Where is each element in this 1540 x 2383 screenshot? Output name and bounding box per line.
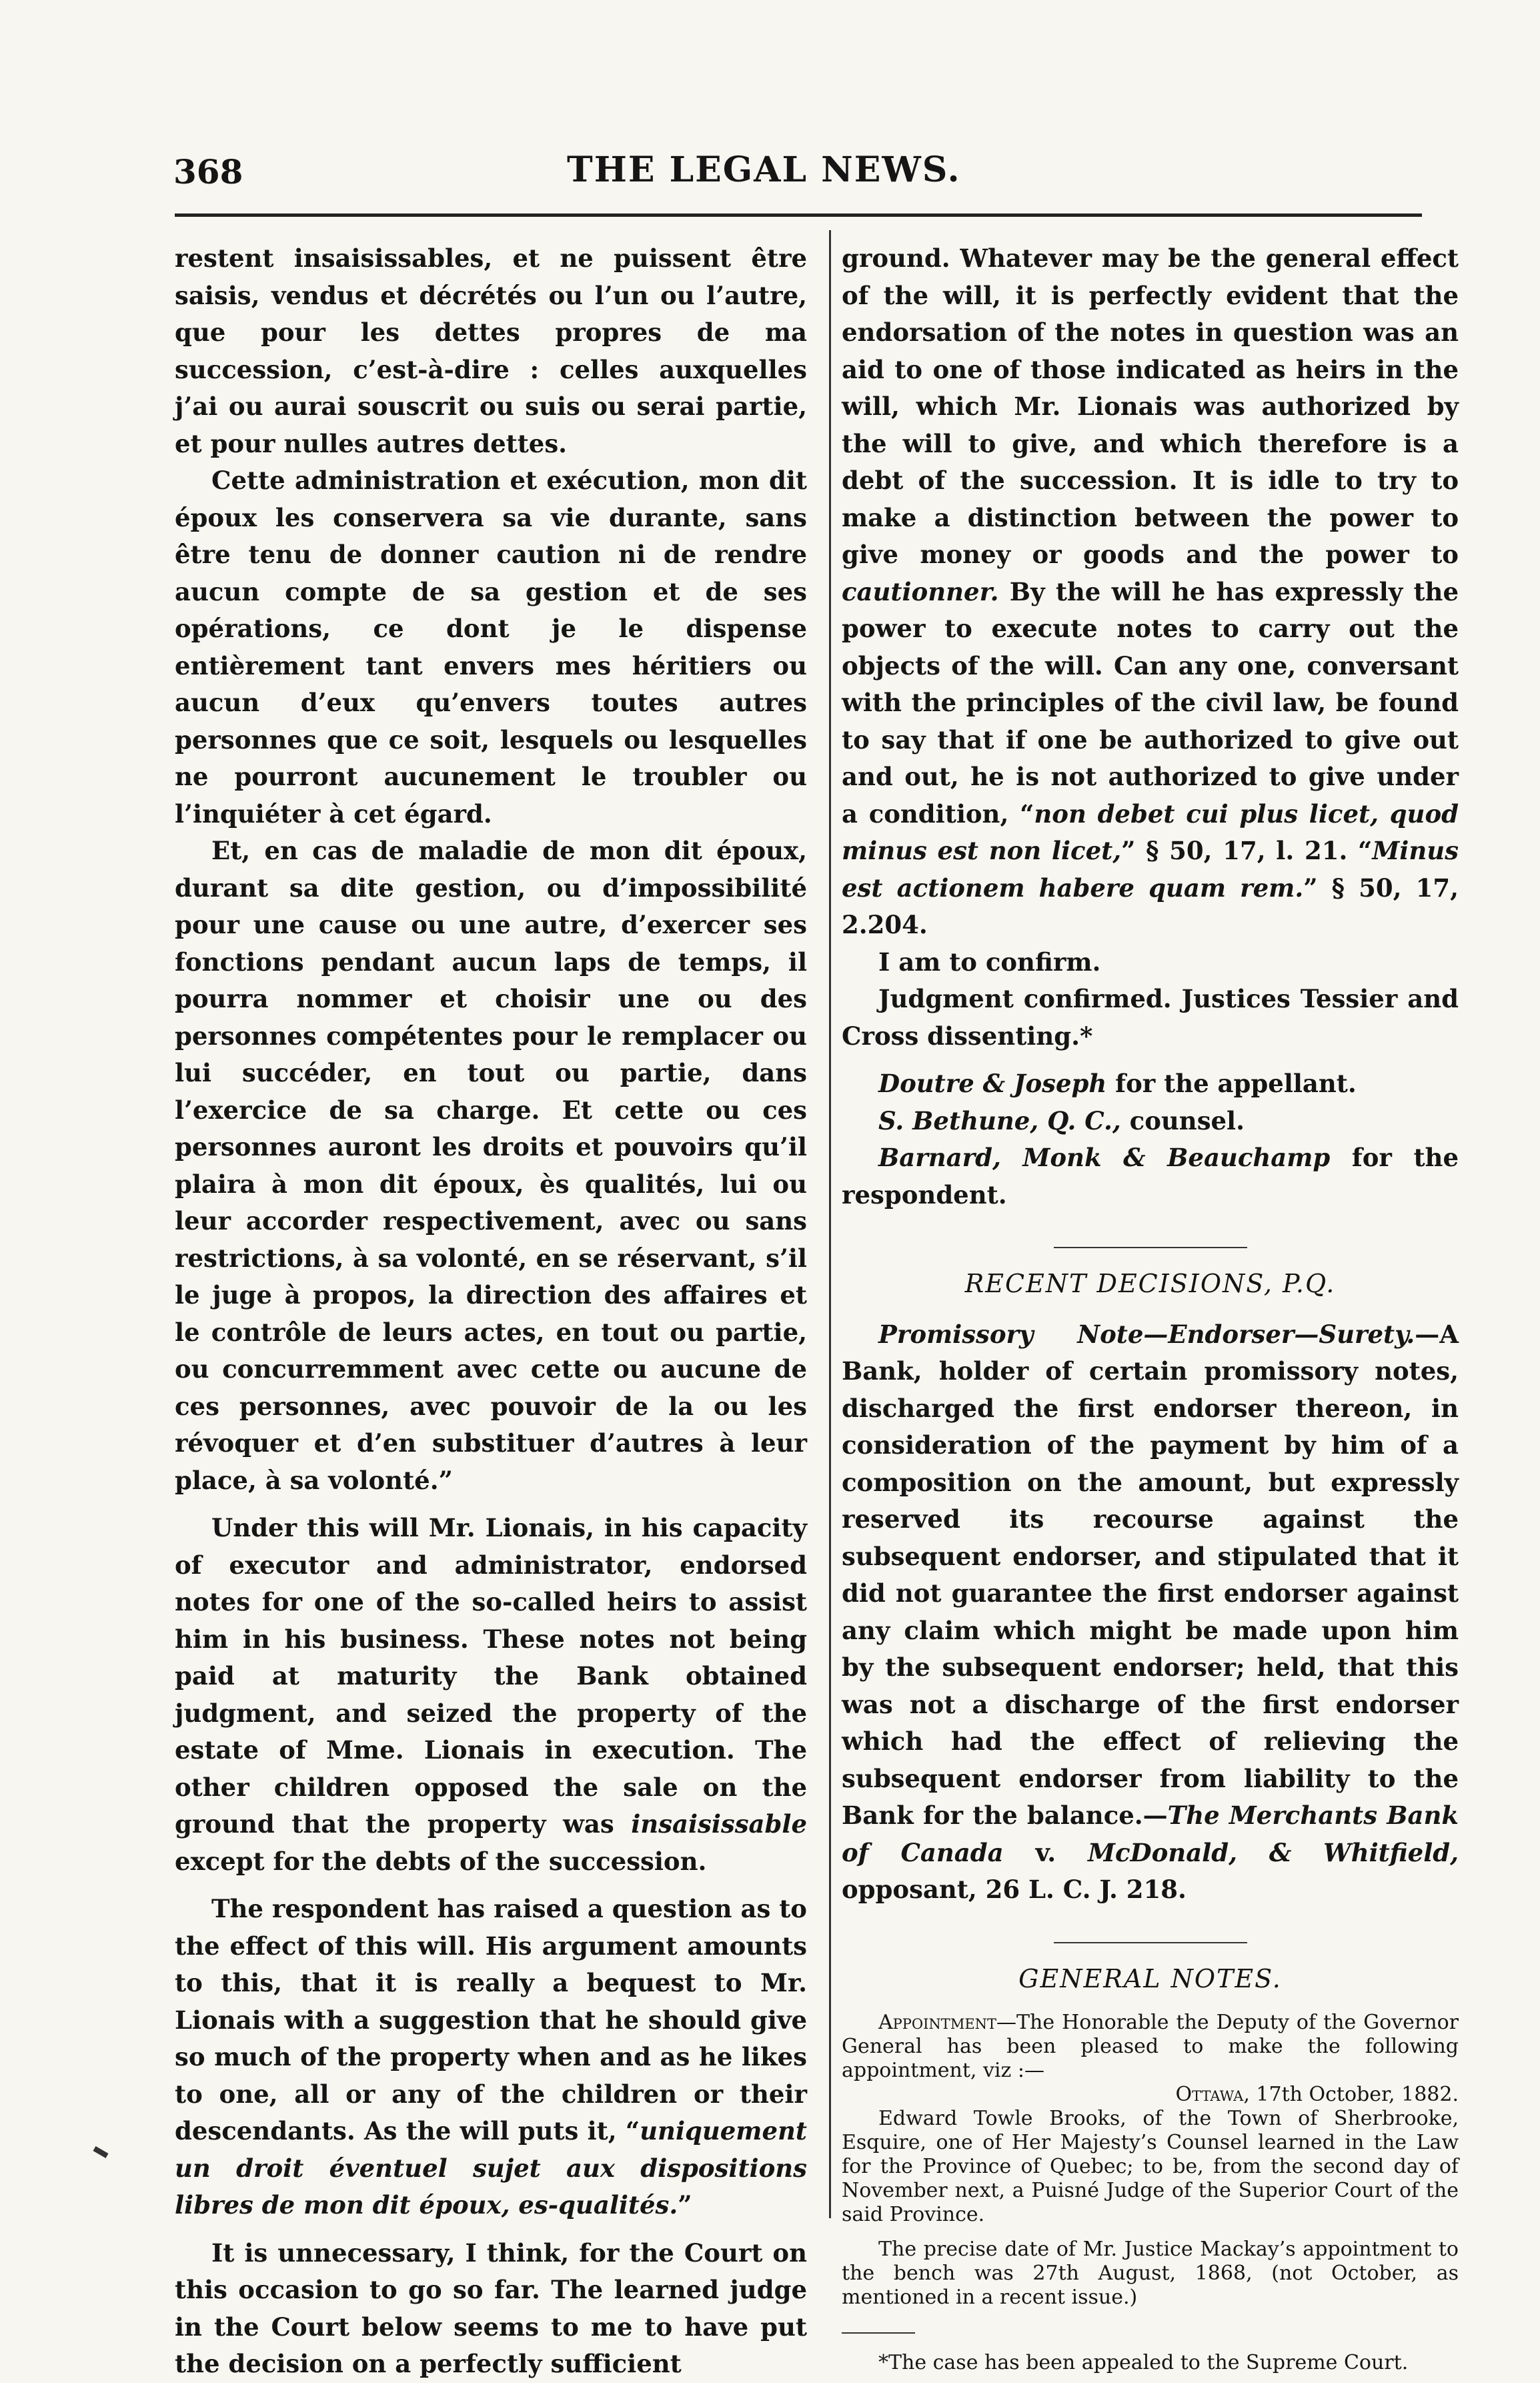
mackay-note: The precise date of Mr. Justice Mackay’s appointment to the bench was 27th August, 1868, (not October, as mentioned in a recent issue.): [842, 2238, 1459, 2309]
left-column: [175, 240, 807, 2383]
footnote: *The case has been appealed to the Supreme Court.: [878, 2351, 1409, 2374]
will-paragraph-administration: Cette administration et exécution, mon dit époux les conservera sa vie durante, sans être tenu de donner caution ni de rendre aucun compte de sa gestion et de ses opérations, ce dont je le dispense entièrement tant envers mes héritiers ou aucun d’eux qu’envers toutes autres personnes que ce soit, lesquels ou lesquelles ne pourront aucunement le troubler ou l’inquiéter à cet égard.: [175, 466, 807, 829]
appointment-dateline: Ottawa, 17th October, 1882.: [1175, 2083, 1459, 2106]
header-rule: [175, 213, 1422, 217]
running-title: THE LEGAL NEWS.: [567, 149, 961, 190]
will-paragraph-illness: Et, en cas de maladie de mon dit époux, durant sa dite gestion, ou d’impossibilité pour une cause ou une autre, d’exercer ses fonctions pendant aucun laps de temps, il pourra nommer et choisir une ou des personnes compétentes pour le remplacer ou lui succéder, en tout ou partie, dans l’exercice de sa charge. Et cette ou ces personnes auront les droits et pouvoirs qu’il plaira à mon dit époux, ès qualités, lui ou leur accorder respectivement, avec ou sans restrictions, à sa volonté, en se réservant, s’il le juge à propos, la direction des affaires et le contrôle de leurs actes, en tout ou partie, ou concurremment avec cette ou aucune de ces personnes, avec pouvoir de la ou les révoquer et d’en substituer d’autres à leur place, à sa volonté.”: [175, 836, 807, 1495]
footnote-rule: [842, 2332, 915, 2334]
section-rule-2: [1054, 1942, 1247, 1943]
right-column: [842, 240, 1459, 2376]
column-divider: [829, 230, 831, 2218]
judgment-text: [842, 240, 1459, 1214]
recent-decision-entry: Promissory Note—Endorser—Surety.—A Bank, holder of certain promissory notes, discharged the first endorser thereon, in consideration of the payment by him of a composition on the amount, but expressly reserved its recourse against the subsequent endorser, and stipulated that it did not guarantee the first endorser against any claim which might be made upon him by the subsequent endorser; held, that this was not a discharge of the first endorser which had the effect of relieving the subsequent endorser from liability to the Bank for the balance.—The Merchants Bank of Canada v. McDonald, & Whitfield, opposant, 26 L. C. J. 218.: [842, 1319, 1459, 1904]
paragraph-unnecessary: It is unnecessary, I think, for the Court on this occasion to go so far. The learned judge in the Court below seems to me to have put the decision on a perfectly sufficient: [175, 2238, 807, 2378]
recent-decisions-heading: RECENT DECISIONS, P.Q.: [964, 1269, 1336, 1298]
paragraph-respondent: The respondent has raised a question as to the effect of this will. His argument amounts to this, that it is really a bequest to Mr. Lionais with a suggestion that he should give so much of the property when and as he likes to one, all or any of the children or their descendants. As the will puts it, “uniquement un droit éventuel sujet aux dispositions libres de mon dit époux, es-qualités.”: [175, 1894, 807, 2220]
counsel-bethune: S. Bethune, Q. C., counsel.: [878, 1105, 1245, 1135]
appointment-detail: Edward Towle Brooks, of the Town of Sherbrooke, Esquire, one of Her Majesty’s Counsel learned in the Law for the Province of Quebec; to be, from the second day of November next, a Puisné Judge of the Superior Court of the said Province.: [842, 2107, 1459, 2226]
section-rule: [1054, 1247, 1247, 1248]
will-continuation: restent insaisissables, et ne puissent être saisis, vendus et décrétés ou l’un ou l’autre, que pour les dettes propres de ma succession, c’est-à-dire : celles auxquelles j’ai ou aurai souscrit ou suis ou serai partie, et pour nulles autres dettes.: [175, 244, 807, 458]
confirm-line: I am to confirm.: [878, 947, 1101, 977]
appointment-note: Appointment—The Honorable the Deputy of the Governor General has been pleased to make the following appointment, viz :—: [842, 2011, 1459, 2082]
general-notes-heading: GENERAL NOTES.: [1018, 1963, 1282, 1993]
paragraph-ground: ground. Whatever may be the general effect of the will, it is perfectly evident that the endorsation of the notes in question was an aid to one of those indicated as heirs in the will, which Mr. Lionais was authorized by the will to give, and which therefore is a debt of the succession. It is idle to try to make a distinction between the power to give money or goods and the power to cautionner. By the will he has expressly the power to execute notes to carry out the objects of the will. Can any one, conversant with the principles of the civil law, be found to say that if one be authorized to give out and out, he is not authorized to give under a condition, “non debet cui plus licet, quod minus est non licet,” § 50, 17, l. 21. “Minus est actionem habere quam rem.” § 50, 17, 2.204.: [842, 244, 1459, 939]
margin-mark: [93, 2146, 108, 2158]
judgment-line: Judgment confirmed. Justices Tessier and Cross dissenting.*: [842, 984, 1459, 1051]
counsel-appellant: Doutre & Joseph for the appellant.: [878, 1069, 1357, 1098]
page-number: 368: [173, 152, 243, 191]
paragraph-under-this-will: Under this will Mr. Lionais, in his capacity of executor and administrator, endorsed notes for one of the so-called heirs to assist him in his business. These notes not being paid at maturity the Bank obtained judgment, and seized the property of the estate of Mme. Lionais in execution. The other children opposed the sale on the ground that the property was insaisissable except for the debts of the succession.: [175, 1513, 807, 1876]
general-notes: [842, 2011, 1459, 2310]
counsel-respondent: Barnard, Monk & Beauchamp for the respondent.: [842, 1143, 1459, 1210]
